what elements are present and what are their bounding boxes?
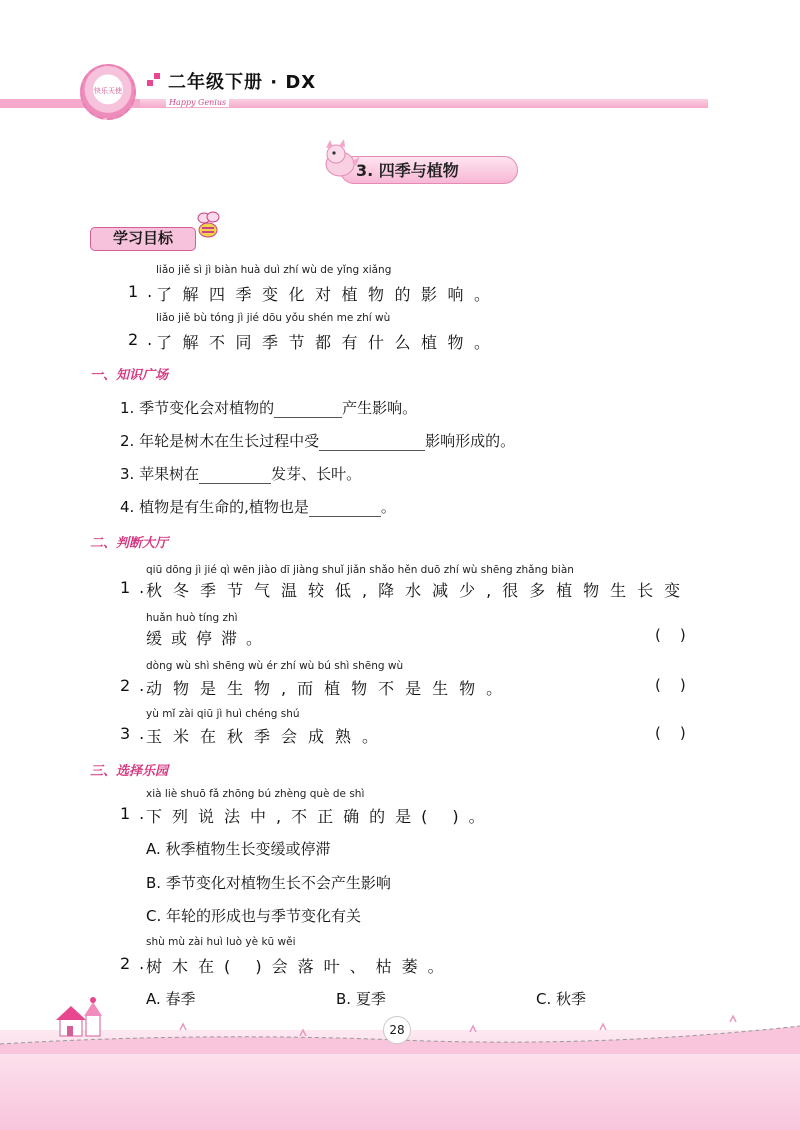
choice-2-text: 树木在( )会落叶、枯萎。 — [146, 957, 454, 976]
judge-2-number: 2. — [120, 676, 154, 695]
house-decoration-icon — [52, 996, 116, 1044]
header-square-icon — [154, 73, 160, 79]
fill-question-3-text: 3. 苹果树在 — [120, 465, 200, 483]
choice-1-option-a[interactable]: A. 秋季植物生长变缓或停滞 — [146, 840, 331, 858]
judge-1-pinyin: qiū dōng jì jié qì wēn jiào dī jiàng shuǐ jiǎn shǎo hěn duō zhí wù shēng zhǎng biàn — [146, 564, 574, 576]
fill-question-2-suffix: 影响形成的。 — [425, 432, 516, 450]
choice-1-option-b[interactable]: B. 季节变化对植物生长不会产生影响 — [146, 874, 391, 892]
goal-1-number: 1. — [128, 282, 162, 301]
choice-2-option-c[interactable]: C. 秋季 — [536, 990, 587, 1008]
choice-2-number: 2. — [120, 954, 154, 973]
brand-subtitle: Happy Genius — [166, 98, 229, 107]
judge-1-answer-box[interactable]: ( ) — [655, 626, 686, 644]
judge-2-text: 动物是生物,而植物不是生物。 — [146, 679, 514, 698]
lesson-title: 3. 四季与植物 — [356, 161, 459, 180]
section-judge-title: 二、判断大厅 — [90, 536, 169, 551]
section-knowledge-title: 一、知识广场 — [90, 368, 169, 383]
choice-2-pinyin: shù mù zài huì luò yè kū wěi — [146, 936, 296, 948]
fill-question-1-text: 1. 季节变化会对植物的 — [120, 399, 275, 417]
judge-1-text: 秋冬季节气温较低,降水减少,很多植物生长变 — [146, 581, 692, 600]
choice-2-option-a[interactable]: A. 春季 — [146, 990, 196, 1008]
judge-3-pinyin: yù mǐ zài qiū jì huì chéng shú — [146, 708, 300, 720]
fill-question-4-text: 4. 植物是有生命的,植物也是 — [120, 498, 309, 516]
answer-blank[interactable] — [319, 434, 425, 451]
goal-1-pinyin: liǎo jiě sì jì biàn huà duì zhí wù de yǐng xiǎng — [156, 264, 392, 276]
goal-1-text: 了解四季变化对植物的影响。 — [156, 285, 501, 304]
dragon-mascot-icon — [314, 134, 362, 182]
header-square-icon — [147, 80, 153, 86]
judge-3-answer-box[interactable]: ( ) — [655, 724, 686, 742]
judge-1-text-line2: 缓或停滞。 — [146, 629, 272, 648]
fill-question-3 — [120, 463, 361, 484]
choice-1-option-c[interactable]: C. 年轮的形成也与季节变化有关 — [146, 907, 362, 925]
fill-question-4-suffix: 。 — [380, 498, 396, 516]
choice-2-option-b[interactable]: B. 夏季 — [336, 990, 386, 1008]
goal-2-text: 了解不同季节都有什么植物。 — [156, 333, 501, 352]
choice-1-number: 1. — [120, 804, 154, 823]
answer-blank[interactable] — [274, 401, 342, 418]
judge-2-answer-box[interactable]: ( ) — [655, 676, 686, 694]
judge-1-pinyin-line2: huǎn huò tíng zhì — [146, 612, 238, 624]
fill-question-2 — [120, 430, 515, 451]
fill-question-4 — [120, 496, 396, 517]
brand-logo-text: 快乐天使 — [94, 87, 122, 95]
answer-blank[interactable] — [199, 467, 271, 484]
choice-1-pinyin: xià liè shuō fǎ zhōng bú zhèng què de shì — [146, 788, 365, 800]
section-choice-title: 三、选择乐园 — [90, 764, 169, 779]
fill-question-1-suffix: 产生影响。 — [342, 399, 418, 417]
page-number: 28 — [383, 1016, 411, 1044]
fill-question-1 — [120, 397, 417, 418]
answer-blank[interactable] — [309, 500, 381, 517]
learning-goals-label: 学习目标 — [112, 229, 173, 247]
fill-question-2-text: 2. 年轮是树木在生长过程中受 — [120, 432, 320, 450]
bee-icon — [192, 208, 222, 242]
judge-1-number: 1. — [120, 578, 154, 597]
goal-2-pinyin: liǎo jiě bù tóng jì jié dōu yǒu shén me zhí wù — [156, 312, 391, 324]
choice-1-text: 下列说法中,不正确的是( )。 — [146, 807, 495, 826]
fill-question-3-suffix: 发芽、长叶。 — [271, 465, 362, 483]
judge-3-number: 3. — [120, 724, 154, 743]
judge-2-pinyin: dòng wù shì shēng wù ér zhí wù bú shì shēng wù — [146, 660, 404, 672]
judge-3-text: 玉米在秋季会成熟。 — [146, 727, 390, 746]
goal-2-number: 2. — [128, 330, 162, 349]
book-title: 二年级下册 · DX — [168, 72, 317, 93]
